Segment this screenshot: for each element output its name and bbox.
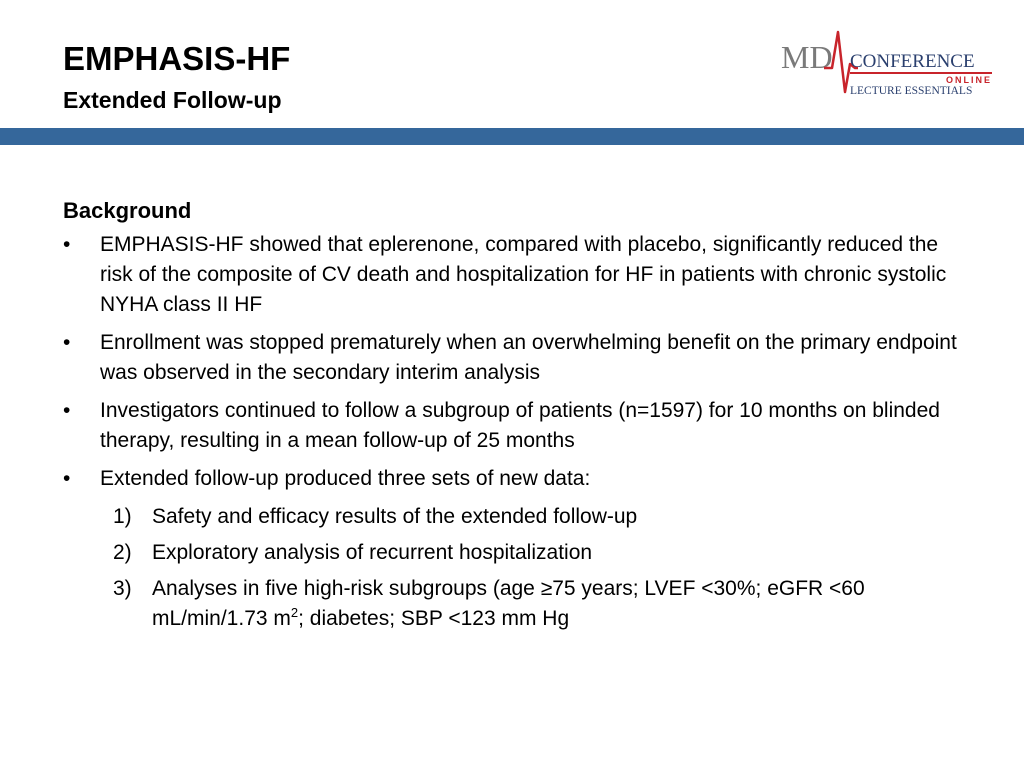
bullet-item — [63, 328, 963, 388]
bullet-text: EMPHASIS-HF showed that eplerenone, compared with placebo, significantly reduced the risk of the composite of CV death and hospitalization for HF in patients with chronic systolic NYHA class II HF — [100, 233, 947, 316]
item-number: 1) — [113, 505, 132, 528]
item-text: Analyses in five high-risk subgroups (age ≥75 years; LVEF <30%; eGFR <60 mL/min/1.73 m — [152, 577, 865, 630]
bullet-icon: • — [63, 233, 71, 256]
slide-body — [63, 196, 963, 640]
numbered-item — [63, 502, 963, 532]
item-number: 3) — [113, 577, 132, 600]
numbered-item — [63, 574, 963, 634]
superscript-exponent: 2 — [290, 605, 299, 620]
bullet-text: Enrollment was stopped prematurely when an overwhelming benefit on the primary endpoint was observed in the secondary interim analysis — [100, 331, 957, 384]
numbered-item — [63, 538, 963, 568]
bullet-item — [63, 396, 963, 456]
item-text-continued: ; diabetes; SBP <123 mm Hg — [298, 607, 570, 630]
item-number: 2) — [113, 541, 132, 564]
item-text: Safety and efficacy results of the extended follow-up — [152, 505, 638, 528]
section-heading: Background — [63, 198, 192, 223]
logo-online-text: ONLINE — [945, 75, 992, 85]
bullet-list — [63, 230, 963, 494]
logo-md-text: MD — [781, 39, 833, 75]
numbered-sublist — [63, 502, 963, 634]
bullet-icon: • — [63, 467, 71, 490]
bullet-text: Investigators continued to follow a subgroup of patients (n=1597) for 10 months on blinded therapy, resulting in a mean follow-up of 25 months — [100, 399, 940, 452]
bullet-item — [63, 230, 963, 320]
header-divider-band — [0, 128, 1024, 145]
logo-conference-text: CONFERENCE — [850, 51, 975, 72]
md-conference-logo — [780, 26, 1000, 98]
slide-title: EMPHASIS-HF — [63, 40, 291, 77]
bullet-text: Extended follow-up produced three sets of new data: — [100, 467, 591, 490]
bullet-icon: • — [63, 399, 71, 422]
bullet-item — [63, 464, 963, 494]
logo-lecture-text: LECTURE ESSENTIALS — [850, 85, 973, 97]
item-text: Exploratory analysis of recurrent hospitalization — [152, 541, 593, 564]
slide-subtitle: Extended Follow-up — [63, 87, 282, 113]
bullet-icon: • — [63, 331, 71, 354]
